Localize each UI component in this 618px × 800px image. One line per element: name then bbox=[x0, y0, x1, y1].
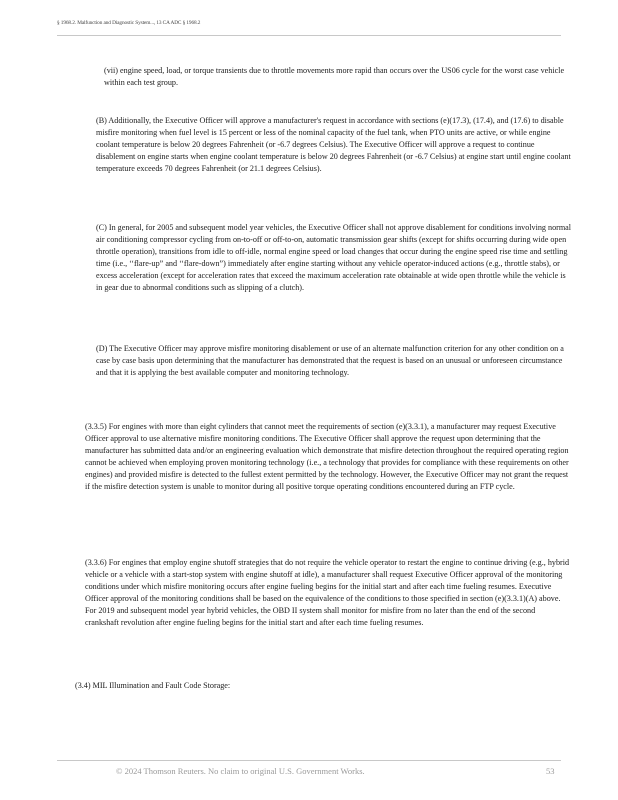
page-number: 53 bbox=[546, 766, 555, 776]
section-heading-3-4: (3.4) MIL Illumination and Fault Code Storage: bbox=[75, 681, 231, 690]
header-divider bbox=[57, 35, 561, 36]
paragraph-b: (B) Additionally, the Executive Officer will approve a manufacturer's request in accordance with sections (e)(17.3), (17.4), and (17.6) to disable misfire monitoring when fuel level is 15 percent or less of the nominal capacity of the fuel tank, when PTO units are active, or while engine coolant temperature is below 20 degrees Fahrenheit (or -6.7 degrees Celsius). The Executive Officer will approve a request to continue disablement on engine starts when engine coolant temperature is below 20 degrees Fahrenheit (or -6.7 Celsius) at engine start until engine coolant temperature exceeds 70 degrees Fahrenheit (or 21.1 degrees Celsius). bbox=[96, 116, 571, 174]
footer-divider bbox=[57, 760, 561, 761]
paragraph-d: (D) The Executive Officer may approve misfire monitoring disablement or use of an alternate malfunction criterion for any other condition on a case by case basis upon determining that the manufacturer has demonstrated that the request is based on an unusual or unforeseen circumstance and that it is applying the best available computer and monitoring technology. bbox=[96, 344, 564, 378]
running-header-citation: § 1968.2. Malfunction and Diagnostic System..., 13 CA ADC § 1968.2 bbox=[57, 20, 201, 26]
paragraph-3-3-5: (3.3.5) For engines with more than eight cylinders that cannot meet the requirements of section (e)(3.3.1), a manufacturer may request Executive Officer approval to use alternative misfire monitoring conditions. The Executive Officer shall approve the request upon determining that the manufacturer has submitted data and/or an engineering evaluation which demonstrate that misfire detection throughout the required operating region cannot be achieved when employing proven monitoring technology (i.e., a technology that provides for compliance with these requirements on other engines) and provided misfire is detected to the fullest extent permitted by the technology. However, the Executive Officer may not grant the request if the misfire detection system is unable to monitor during all positive torque operating conditions encountered during an FTP cycle. bbox=[85, 422, 569, 492]
paragraph-vii: (vii) engine speed, load, or torque transients due to throttle movements more rapid than occurs over the US06 cycle for the worst case vehicle within each test group. bbox=[104, 66, 565, 88]
paragraph-c: (C) In general, for 2005 and subsequent model year vehicles, the Executive Officer shall not approve disablement for conditions involving normal air conditioning compressor cycling from on-to-off or off-to-on, automatic transmission gear shifts (except for shifts occurring during wide open throttle operation), transitions from idle to off-idle, normal engine speed or load changes that occur during the engine speed rise time and settling time (i.e., ‘‘flare-up” and ‘‘flare-down”) immediately after engine starting without any vehicle operator-induced actions (e.g., throttle stabs), or excess acceleration (except for acceleration rates that exceed the maximum acceleration rate obtainable at wide open throttle while the vehicle is in gear due to abnormal conditions such as slipping of a clutch). bbox=[96, 223, 572, 293]
footer-copyright: © 2024 Thomson Reuters. No claim to original U.S. Government Works. bbox=[116, 766, 365, 776]
paragraph-3-3-6: (3.3.6) For engines that employ engine shutoff strategies that do not require the vehicle operator to restart the engine to continue driving (e.g., hybrid vehicle or a vehicle with a start-stop system with engine shutoff at idle), a manufacturer shall request Executive Officer approval of the monitoring conditions under which misfire monitoring occurs after engine fueling begins for the initial start and after each time fueling resumes. Executive Officer approval of the monitoring conditions shall be based on the equivalence of the conditions to those specified in section (e)(3.3.1)(A) above. For 2019 and subsequent model year hybrid vehicles, the OBD II system shall monitor for misfire from no later than the end of the second crankshaft revolution after engine fueling begins for the initial start and after each time fueling resumes. bbox=[85, 558, 570, 628]
